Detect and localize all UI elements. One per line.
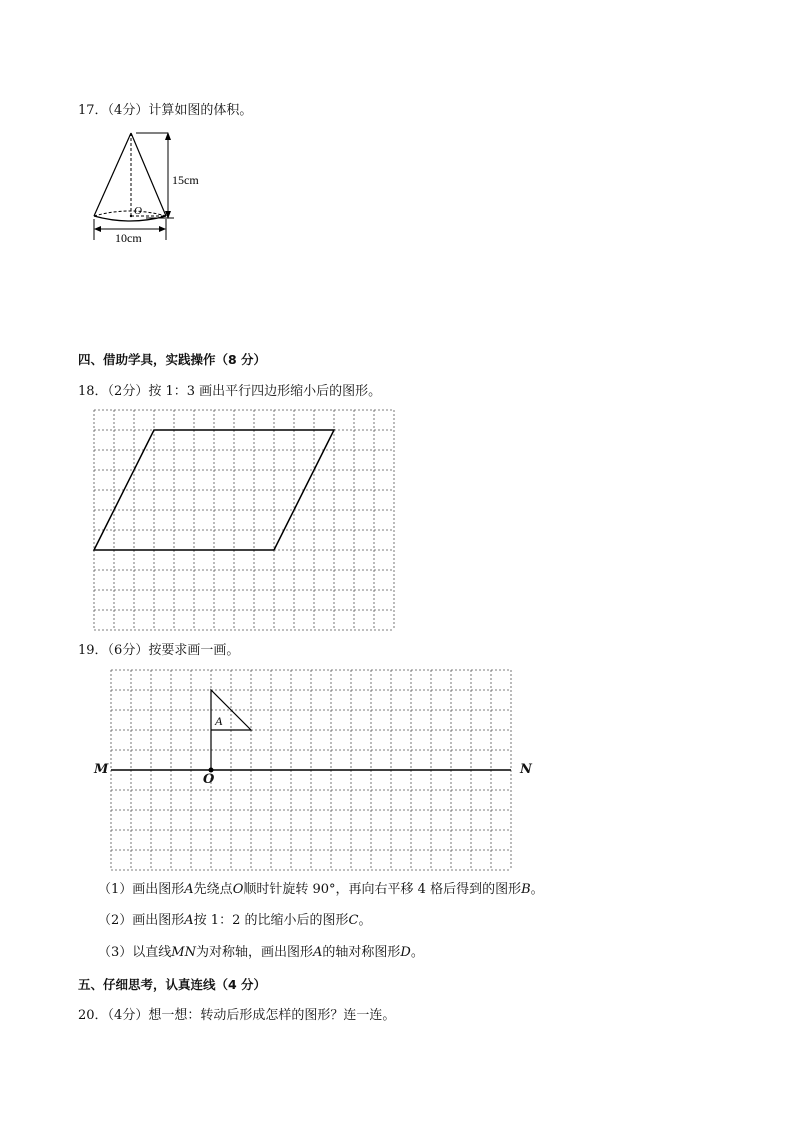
section5-title: 五、仔细思考，认真连线（4 分） [78, 977, 267, 992]
cone-height-label: 15cm [172, 173, 199, 187]
q19-text: 19．（6分）按要求画一画。 [78, 643, 240, 658]
cone-center-label: O [134, 205, 142, 217]
label-o: O [203, 772, 215, 787]
grid-lines [94, 410, 394, 630]
q19-item-1: （1）画出图形A先绕点O顺时针旋转 90°，再向右平移 4 格后得到的图形B。 [98, 882, 544, 897]
label-n: N [520, 762, 532, 777]
shape-a-label: A [215, 714, 223, 728]
label-m: M [94, 762, 109, 777]
cone-figure [86, 128, 216, 246]
q20-text: 20．（4分）想一想：转动后形成怎样的图形？连一连。 [78, 1008, 396, 1023]
q19-item-3: （3）以直线MN为对称轴，画出图形A的轴对称图形D。 [98, 945, 424, 960]
transform-grid [111, 670, 513, 872]
q17-text: 17．（4分）计算如图的体积。 [78, 103, 253, 118]
parallelogram-grid [94, 410, 396, 632]
section4-title: 四、借助学具，实践操作（8 分） [78, 352, 267, 367]
q18-text: 18．（2分）按 1：3 画出平行四边形缩小后的图形。 [78, 384, 382, 399]
cone-diameter-label: 10cm [115, 231, 142, 245]
q19-item-2: （2）画出图形A按 1：2 的比缩小后的图形C。 [98, 913, 372, 928]
